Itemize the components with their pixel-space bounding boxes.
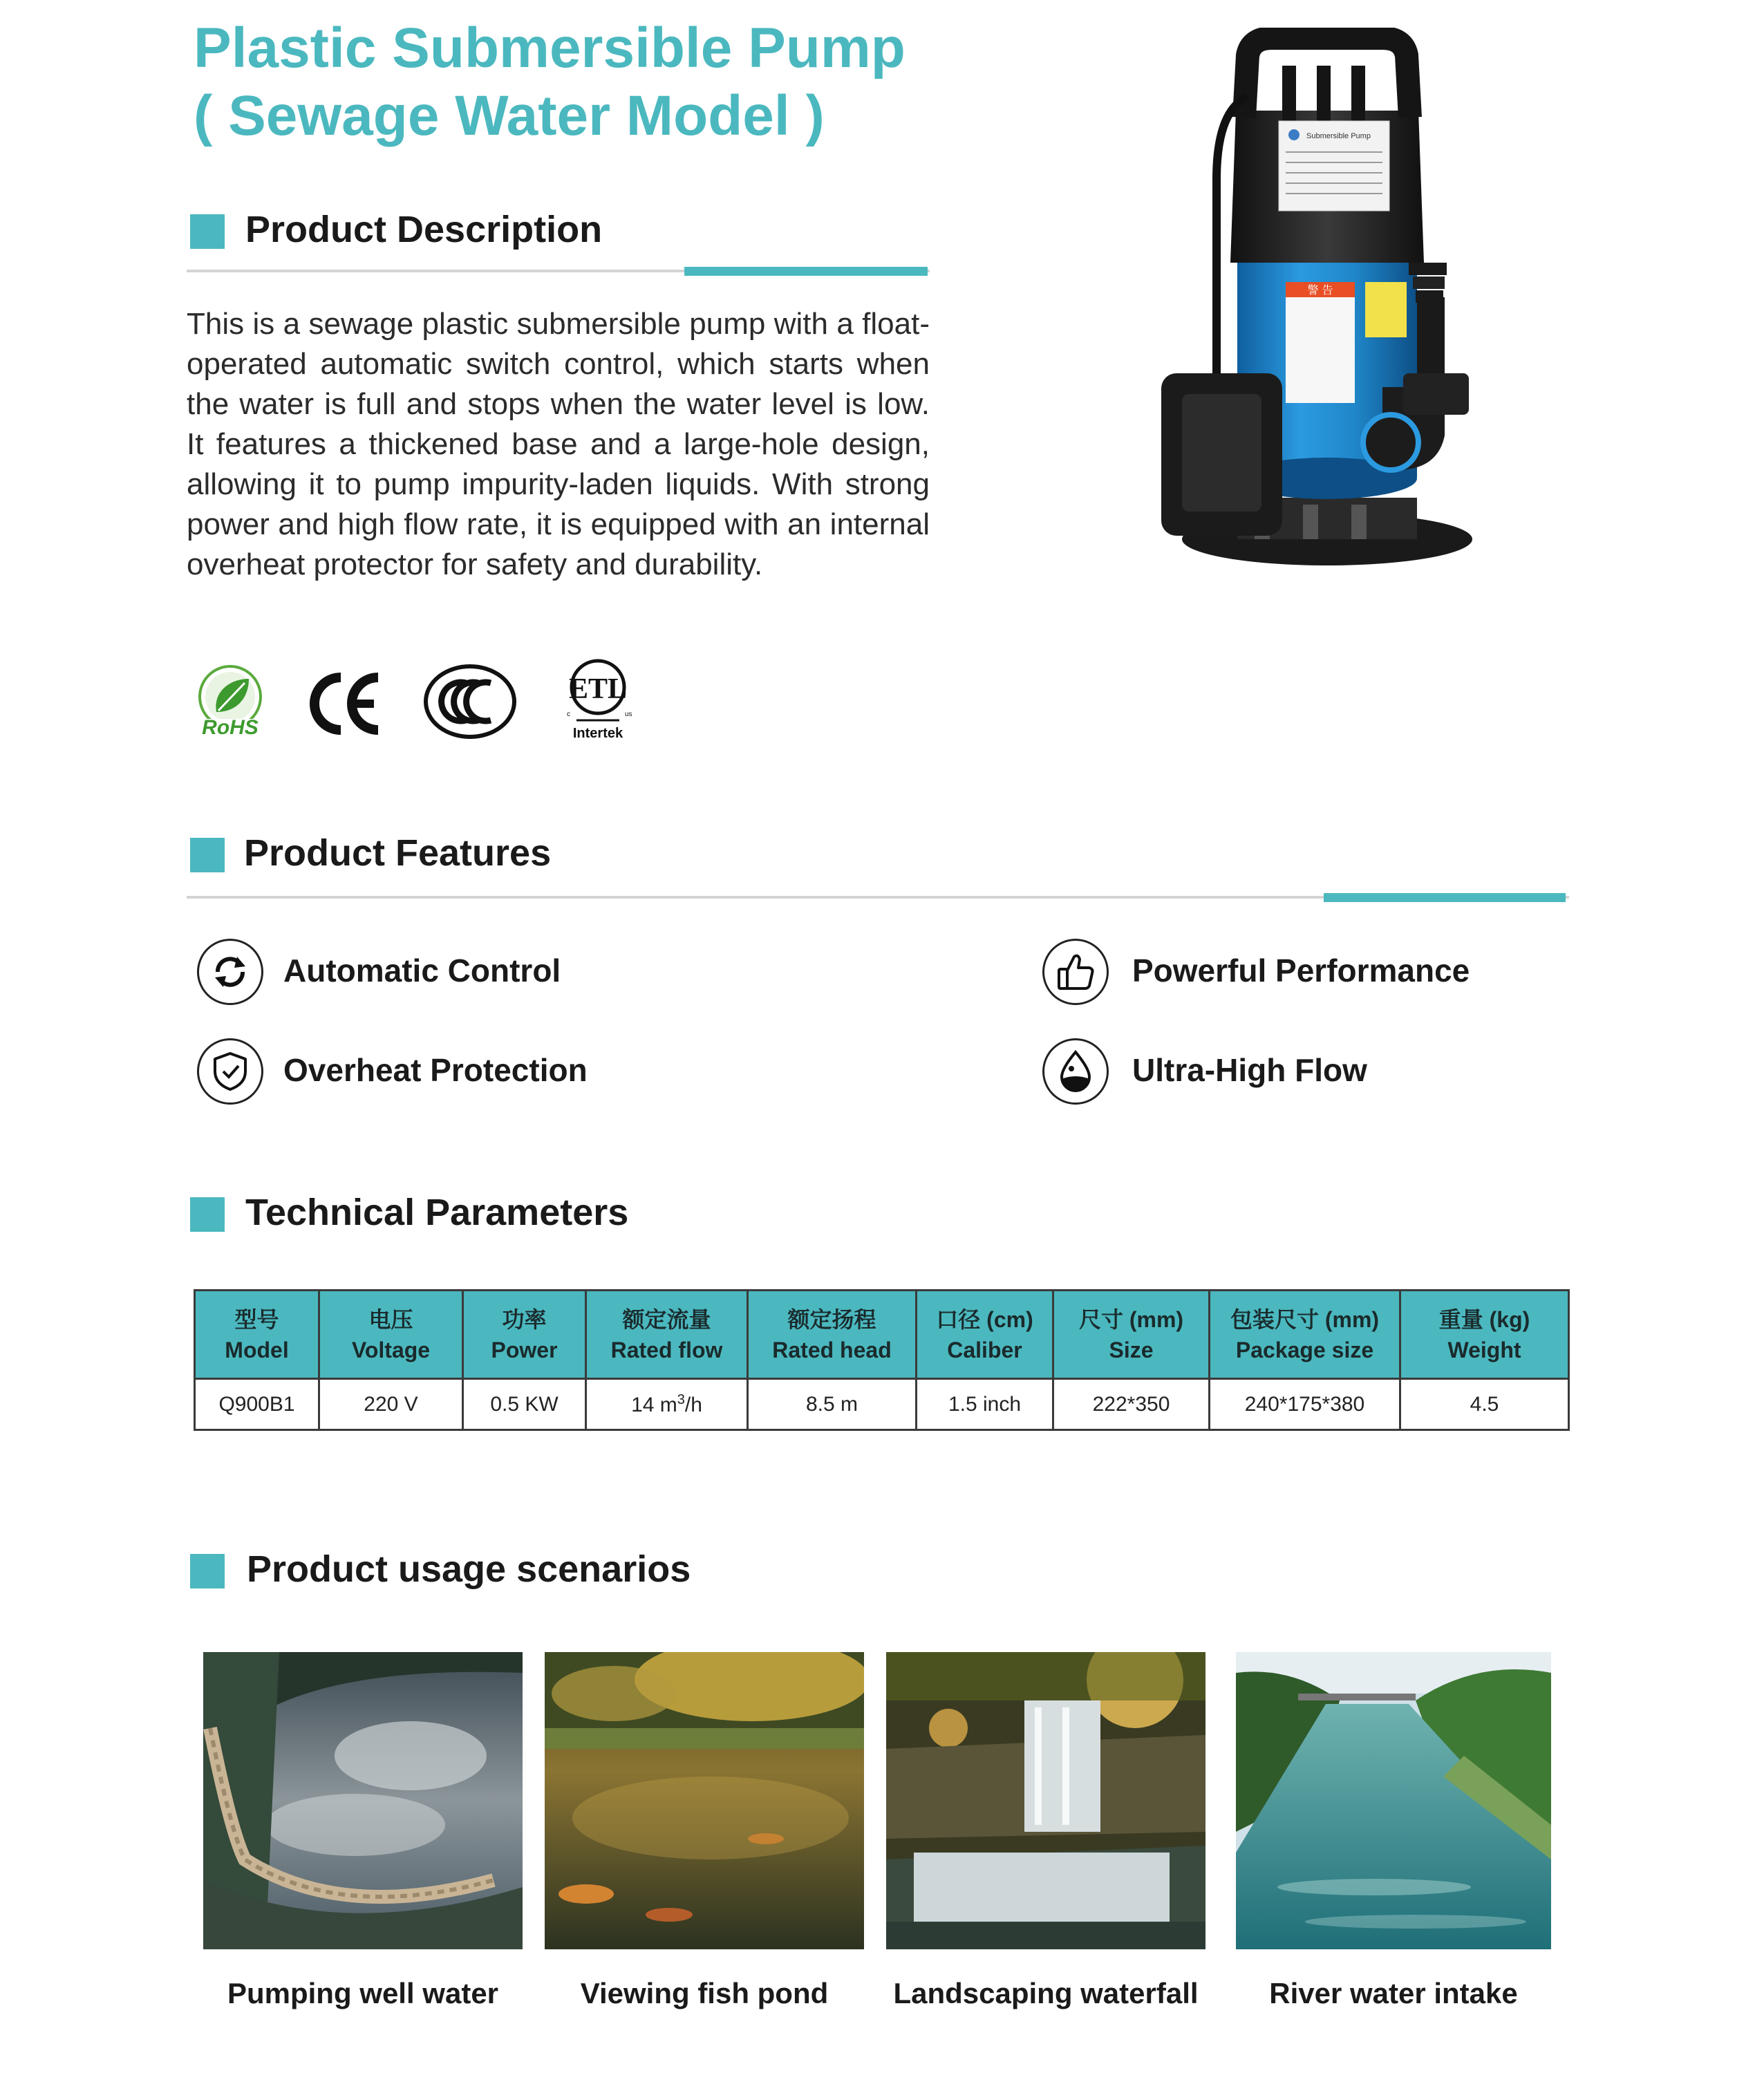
svg-text:c: c <box>567 711 570 718</box>
etl-logo <box>560 657 636 747</box>
parameters-table <box>194 1289 1570 1431</box>
cell-size: 222*350 <box>1053 1379 1210 1430</box>
table-header-row <box>195 1291 1569 1379</box>
feature-label: Ultra-High Flow <box>1132 1052 1367 1088</box>
cell-voltage: 220 V <box>319 1379 463 1430</box>
column-header: 额定扬程 Rated head <box>748 1291 917 1379</box>
column-header: 功率 Power <box>463 1291 586 1379</box>
svg-text:us: us <box>625 711 632 718</box>
section-marker <box>190 214 225 249</box>
scenario-caption: Landscaping waterfall <box>893 1977 1199 2009</box>
shield-check-icon <box>197 1038 263 1105</box>
section-marker <box>190 838 225 872</box>
column-header: 尺寸 (mm) Size <box>1053 1291 1210 1379</box>
scenario-photo-waterfall <box>886 1652 1205 1949</box>
refresh-icon <box>197 939 263 1005</box>
feature-label: Automatic Control <box>283 953 561 988</box>
ccc-logo <box>423 664 517 740</box>
product-image <box>1134 28 1493 581</box>
column-header: 型号 Model <box>195 1291 319 1379</box>
thumbs-up-icon <box>1042 939 1109 1005</box>
scenario-caption: Viewing fish pond <box>580 1977 829 2009</box>
pump-warning-text: 警 告 <box>1307 283 1333 297</box>
column-header: 重量 (kg) Weight <box>1400 1291 1569 1379</box>
feature-label: Overheat Protection <box>283 1052 588 1088</box>
column-header: 包装尺寸 (mm) Package size <box>1210 1291 1400 1379</box>
cell-rated-head: 8.5 m <box>748 1379 917 1430</box>
scenario-photo-well <box>203 1652 523 1949</box>
column-header: 口径 (cm) Caliber <box>917 1291 1053 1379</box>
cell-model: Q900B1 <box>195 1379 319 1430</box>
water-drop-icon <box>1042 1038 1109 1105</box>
page-subtitle: ( Sewage Water Model ) <box>194 84 825 147</box>
scenarios-heading: Product usage scenarios <box>247 1548 691 1590</box>
cell-caliber: 1.5 inch <box>917 1379 1053 1430</box>
description-heading: Product Description <box>245 209 603 250</box>
section-marker <box>190 1554 225 1588</box>
description-text: This is a sewage plastic submersible pump with a float-operated automatic switch control, which starts when the water is full and stops when the water level is low. It features a thickened base and a large-hole design, allowing it to pump impurity-laden liquids. With strong power and high flow rate, it is equipped with an internal overheat protector for safety and durability. <box>187 307 930 581</box>
cell-weight: 4.5 <box>1400 1379 1569 1430</box>
section-divider-accent <box>1324 893 1566 902</box>
section-marker <box>190 1197 225 1232</box>
feature-label: Powerful Performance <box>1132 953 1470 988</box>
rohs-logo <box>192 664 268 740</box>
section-divider-accent <box>684 267 928 276</box>
features-heading: Product Features <box>244 832 552 874</box>
cell-package-size: 240*175*380 <box>1210 1379 1400 1430</box>
ccc-mark-icon <box>423 664 517 740</box>
scenario-caption: Pumping well water <box>227 1977 499 2009</box>
scenario-photo-fish-pond <box>545 1652 864 1949</box>
pump-label-text: Submersible Pump <box>1306 132 1371 140</box>
cell-power: 0.5 KW <box>463 1379 586 1430</box>
scenario-caption: River water intake <box>1269 1977 1518 2009</box>
etl-label: Intertek <box>572 726 623 741</box>
svg-text:ETL: ETL <box>568 673 628 705</box>
column-header: 额定流量 Rated flow <box>586 1291 748 1379</box>
cell-rated-flow: 14 $m^3/h$ <box>586 1379 748 1430</box>
page-title: Plastic Submersible Pump <box>194 17 906 79</box>
column-header: 电压 Voltage <box>319 1291 463 1379</box>
rohs-label: RoHS <box>202 716 259 739</box>
etl-mark-icon <box>560 657 636 726</box>
ce-mark-icon <box>308 669 384 738</box>
ce-logo <box>308 669 384 738</box>
parameters-heading: Technical Parameters <box>245 1192 629 1233</box>
table-row <box>195 1379 1569 1430</box>
scenario-photo-river <box>1236 1652 1551 1949</box>
